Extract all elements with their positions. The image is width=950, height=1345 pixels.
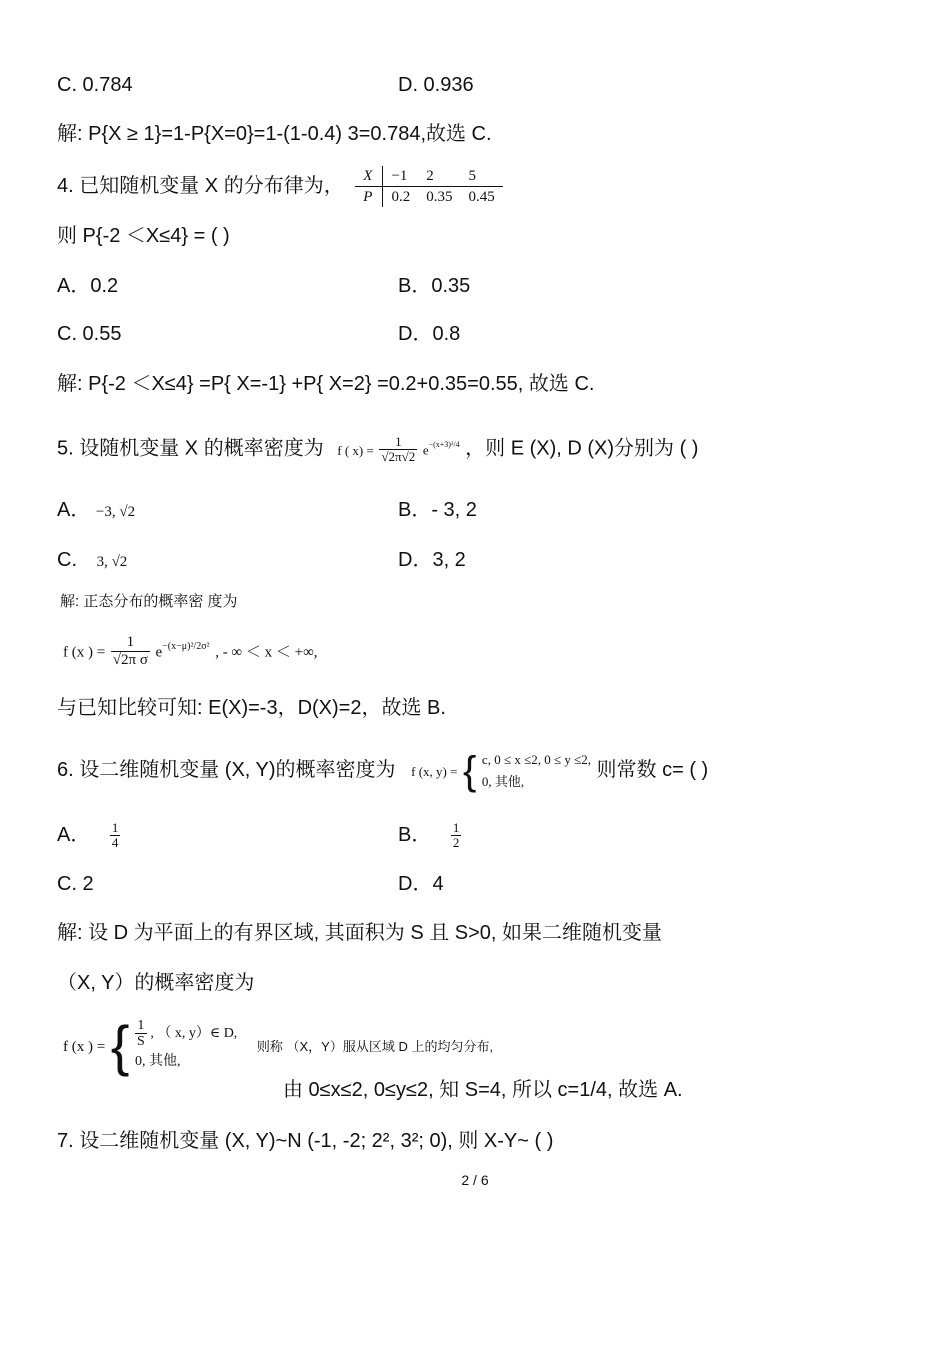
q6-option-b-denominator: 2 xyxy=(452,835,460,851)
q4-stem xyxy=(57,166,503,207)
q4-p-value: 0.2 xyxy=(391,189,411,205)
q5-stem-text: 5. 设随机变量 X 的概率密度为 xyxy=(57,437,324,460)
q5-density-exponent: −(x+3)²/4 xyxy=(428,440,460,449)
q3-option-c: C. 0.784 xyxy=(57,74,133,96)
q6-uniform-label: f (x ) = xyxy=(63,1039,106,1055)
q6-stem-tail: 则常数 c= ( ) xyxy=(596,759,709,781)
q6-option-b-numerator: 1 xyxy=(452,819,460,835)
q4-table-header-x: X xyxy=(355,166,383,187)
q5-normal-density-fraction xyxy=(111,634,150,668)
q5-stem-tail: ，则 E (X), D (X)分别为 ( ) xyxy=(465,437,699,460)
q6-stem xyxy=(57,745,708,797)
q5-option-c xyxy=(57,547,127,575)
q6-uniform-note: 则称 （X，Y）服从区域 D 上的均匀分布, xyxy=(256,1039,494,1054)
q5-normal-density-label: f (x ) = xyxy=(63,644,106,661)
q6-uniform-brace: { xyxy=(110,1013,130,1077)
q6-uniform-denominator: S xyxy=(137,1034,145,1050)
q6-uniform-cases xyxy=(135,1018,237,1074)
q6-solution-line-2: （X, Y）的概率密度为 xyxy=(57,972,255,994)
q3-option-d: D. 0.936 xyxy=(398,74,474,96)
q4-x-value: 2 xyxy=(418,166,460,187)
q6-option-a xyxy=(57,815,120,855)
q5-solution-line-3: 与已知比较可知: E(X)=-3，D(X)=2，故选 B. xyxy=(57,697,446,719)
q5-density-numerator: 1 xyxy=(379,435,417,450)
q5-density-fraction xyxy=(379,435,417,465)
q5-option-a-value: −3, √2 xyxy=(95,504,136,520)
q5-option-c-label: C. xyxy=(57,549,77,571)
q5-option-a-label: A． xyxy=(57,499,91,521)
q6-uniform-condition: , （ x, y）∈ D, xyxy=(150,1025,238,1041)
q4-table-header-p: P xyxy=(355,187,383,208)
q6-stem-text: 6. 设二维随机变量 (X, Y)的概率密度为 xyxy=(57,759,396,781)
q5-normal-density-range: , - ∞ ＜ x ＜ +∞, xyxy=(215,644,318,661)
q6-solution-line-1: 解: 设 D 为平面上的有界区域, 其面积为 S 且 S>0, 如果二维随机变量 xyxy=(57,922,663,944)
q4-solution: 解: P{-2 ＜X≤4} =P{ X=-1} +P{ X=2} =0.2+0.35=0.55, 故选 C. xyxy=(57,373,595,395)
page-number: 2 / 6 xyxy=(461,1172,489,1188)
q5-option-c-value: 3, √2 xyxy=(96,554,128,570)
q6-option-d: D．4 xyxy=(398,873,444,895)
q6-brace: { xyxy=(463,748,477,793)
q7-stem: 7. 设二维随机变量 (X, Y)~N (-1, -2; 2², 3²; 0), 则 X-Y~ ( ) xyxy=(57,1130,554,1152)
q5-density-label: f ( x) = xyxy=(337,442,374,458)
q5-option-d: D．3, 2 xyxy=(398,549,466,571)
q4-p-value: 0.35 xyxy=(426,189,453,205)
q6-option-b xyxy=(398,815,461,855)
q6-option-a-fraction xyxy=(110,821,121,851)
q5-option-b: B．- 3, 2 xyxy=(398,499,477,521)
q6-case-2: 0, 其他, xyxy=(481,773,525,789)
q6-option-a-denominator: 4 xyxy=(111,835,119,851)
q5-normal-density-numerator: 1 xyxy=(111,634,150,652)
q5-stem xyxy=(57,420,698,476)
q4-x-value: 5 xyxy=(460,166,502,187)
q5-solution-line-1: 解: 正态分布的概率密 度为 xyxy=(60,593,238,610)
q6-solution-conclusion: 由 0≤x≤2, 0≤y≤2, 知 S=4, 所以 c=1/4, 故选 A. xyxy=(283,1079,683,1101)
q6-density-label: f (x, y) = xyxy=(411,764,458,779)
q5-density-denominator: √2π√2 xyxy=(381,448,416,464)
q4-stem-2: 则 P{-2 ＜X≤4} = ( ) xyxy=(57,225,230,247)
q5-density-exp: e xyxy=(422,442,429,458)
q6-uniform-case-1 xyxy=(135,1018,237,1050)
q5-option-a xyxy=(57,497,135,525)
q4-distribution-table xyxy=(355,166,502,207)
q5-normal-density-denominator: √2π σ xyxy=(112,651,148,668)
q6-uniform-numerator: 1 xyxy=(135,1018,147,1034)
q6-uniform-formula xyxy=(63,1010,493,1082)
q4-option-c: C. 0.55 xyxy=(57,323,122,345)
q5-solution-formula xyxy=(63,622,318,678)
q6-uniform-case-2: 0, 其他, xyxy=(135,1053,181,1069)
q4-option-b: B．0.35 xyxy=(398,275,471,297)
q5-normal-density-exp: e xyxy=(155,644,163,661)
q6-option-b-fraction xyxy=(451,821,462,851)
q6-option-b-label: B． xyxy=(398,824,432,846)
q6-uniform-fraction xyxy=(135,1018,147,1050)
q4-p-value: 0.45 xyxy=(468,189,495,205)
q6-option-a-numerator: 1 xyxy=(111,819,119,835)
q5-normal-density-exponent: −(x−μ)²/2σ² xyxy=(162,641,210,652)
q6-option-a-label: A． xyxy=(57,824,91,846)
q4-stem-text: 4. 已知随机变量 X 的分布律为， xyxy=(57,174,344,197)
q3-solution: 解: P{X ≥ 1}=1-P{X=0}=1-(1-0.4) 3=0.784,故选 C. xyxy=(57,123,492,145)
q4-x-value: −1 xyxy=(383,166,418,187)
q6-case-1: c, 0 ≤ x ≤2, 0 ≤ y ≤2, xyxy=(481,751,591,767)
q6-option-c: C. 2 xyxy=(57,873,94,895)
q4-option-d: D．0.8 xyxy=(398,323,461,345)
q4-option-a: A．0.2 xyxy=(57,275,119,297)
q6-density-cases xyxy=(482,749,591,793)
